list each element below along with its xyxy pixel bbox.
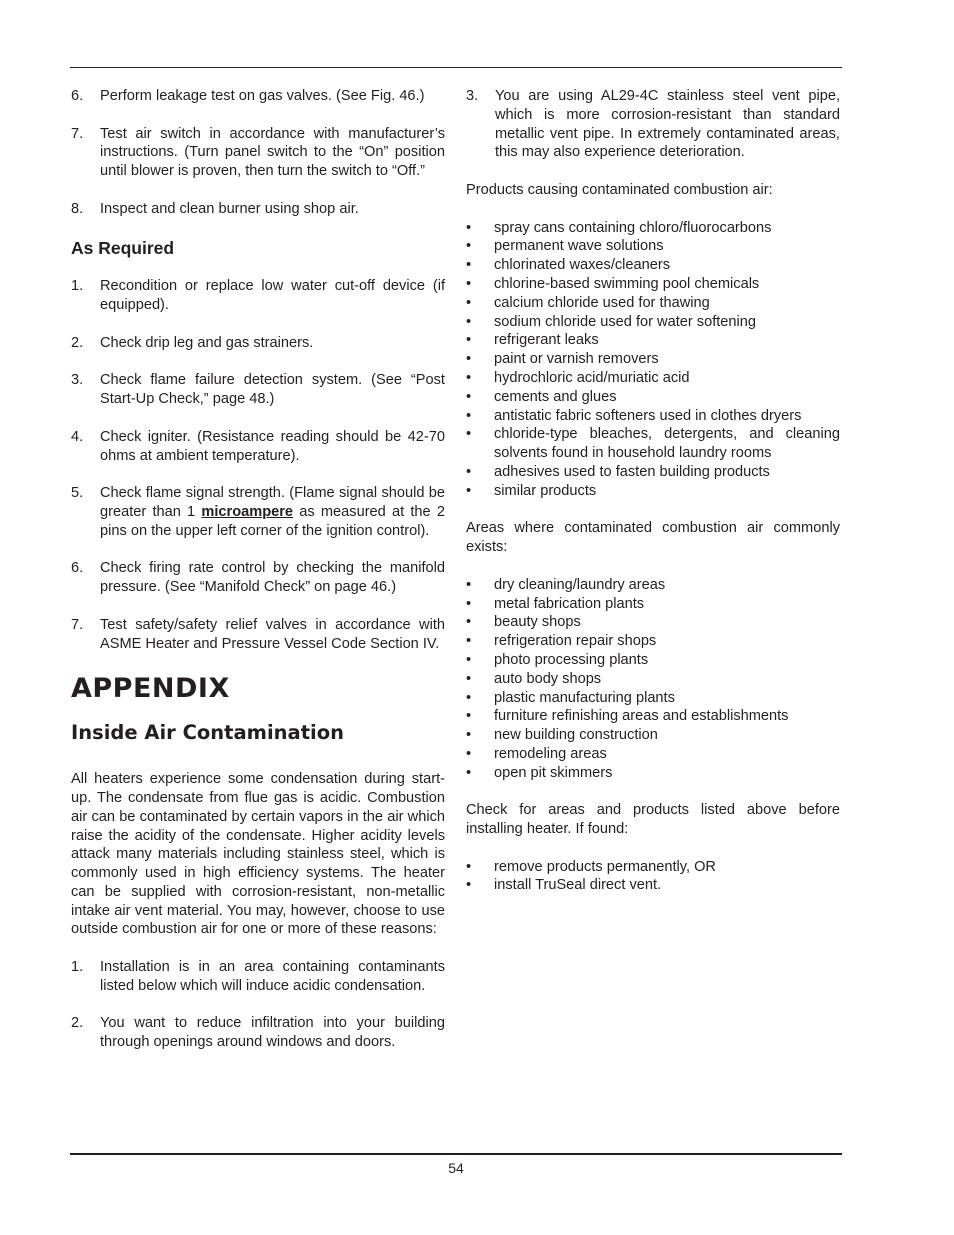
list-item: [71, 1014, 445, 1052]
bullet-icon: •: [466, 219, 472, 236]
bullet-icon: •: [466, 745, 472, 762]
intro-paragraph: All heaters experience some condensation during start-up. The condensate from flue gas is acidic. Combustion air can be contaminated by certain vapors in the air which raise the acidity of the condensate. Higher acidity levels attack many materials including stainless steel, which is commonly used in high efficiency systems. The heater can be supplied with corrosion-resistant, non-metallic intake air vent material. You may, however, choose to use outside combustion air for one or more of these reasons:: [71, 771, 445, 938]
areas-list: [466, 576, 840, 783]
bullet-icon: •: [466, 877, 472, 894]
bullet-text: spray cans containing chloro/fluorocarbons: [494, 219, 772, 236]
list-item: [71, 428, 445, 466]
products-intro: Products causing contaminated combustion air:: [466, 181, 773, 198]
bullet-text: chlorine-based swimming pool chemicals: [494, 275, 760, 292]
bullet-item: [466, 369, 840, 388]
list-item: [71, 371, 445, 409]
bullet-icon: •: [466, 858, 472, 875]
bullet-item: [466, 313, 840, 332]
as-required-heading: As Required: [71, 238, 175, 259]
bullet-item: [466, 764, 840, 783]
item-number: 6.: [71, 88, 84, 104]
list-item: [71, 484, 445, 540]
bullet-text: remove products permanently, OR: [494, 858, 716, 875]
bullet-text: chlorinated waxes/cleaners: [494, 257, 671, 274]
bullet-item: [466, 707, 840, 726]
bullet-icon: •: [466, 369, 472, 386]
page-number: 54: [448, 1160, 464, 1176]
item-number: 8.: [71, 200, 84, 217]
bullet-item: [466, 670, 840, 689]
bullet-text: plastic manufacturing plants: [494, 689, 675, 706]
item-text: Check flame signal strength. (Flame signal should be greater than 1: [100, 485, 445, 520]
item-text: Check igniter. (Resistance reading should be 42-70 ohms at ambient temperature).: [100, 428, 445, 464]
bullet-text: hydrochloric acid/muriatic acid: [494, 369, 690, 386]
item-number: 1.: [71, 278, 84, 295]
bullet-text: paint or varnish removers: [494, 351, 659, 368]
item-text: Test safety/safety relief valves in accordance with ASME Heater and Pressure Vessel Code Section IV.: [100, 616, 445, 652]
bullet-text: cements and glues: [494, 388, 617, 405]
bullet-icon: •: [466, 463, 472, 480]
item-number: 5.: [71, 485, 84, 502]
as-required-list: [71, 277, 445, 653]
bullet-text: calcium chloride used for thawing: [494, 294, 710, 311]
item-number: 2.: [71, 1015, 84, 1032]
bullet-text: adhesives used to fasten building products: [494, 463, 770, 480]
bullet-text: dry cleaning/laundry areas: [494, 576, 666, 593]
bullet-icon: •: [466, 727, 472, 744]
bullet-text: sodium chloride used for water softening: [494, 313, 757, 330]
item-text: You want to reduce infiltration into your building through openings around windows and doors.: [100, 1015, 445, 1051]
top-rule: [70, 67, 842, 68]
item-number: 1.: [71, 959, 84, 976]
areas-intro: Areas where contaminated combustion air commonly exists:: [466, 520, 840, 556]
bullet-icon: •: [466, 651, 472, 668]
item-text: Perform leakage test on gas valves. (See Fig. 46.): [100, 88, 425, 104]
bullet-item: [466, 294, 840, 313]
bullet-item: [466, 331, 840, 350]
bullet-item: [466, 576, 840, 595]
bullet-icon: •: [466, 689, 472, 706]
item-number: 7.: [71, 125, 84, 142]
bullet-item: [466, 595, 840, 614]
bullet-icon: •: [466, 294, 472, 311]
actions-list: [466, 858, 840, 896]
bullet-text: furniture refinishing areas and establishments: [494, 708, 789, 725]
item-text: Check flame failure detection system. (See “Post Start-Up Check,” page 48.): [100, 372, 445, 408]
bullet-item: [466, 689, 840, 708]
bullet-text: metal fabrication plants: [494, 595, 645, 612]
bullet-item: [466, 237, 840, 256]
bullet-icon: •: [466, 482, 472, 499]
bullet-text: photo processing plants: [494, 651, 649, 668]
item-text: as measured at the 2 pins on the upper left corner of the ignition control).: [100, 503, 445, 539]
item-text: Check firing rate control by checking the manifold pressure. (See “Manifold Check” on page 46.): [100, 560, 445, 596]
item-text: Installation is in an area containing contaminants listed below which will induce acidic condensation.: [100, 959, 445, 994]
bullet-item: [466, 388, 840, 407]
bullet-text: open pit skimmers: [494, 764, 613, 781]
bullet-text: permanent wave solutions: [494, 238, 664, 255]
reasons-list: [71, 958, 445, 1052]
bullet-icon: •: [466, 332, 472, 349]
item-number: 3.: [71, 372, 84, 389]
item-number: 2.: [71, 334, 84, 351]
list-item: [71, 334, 445, 353]
bullet-item: [466, 745, 840, 764]
bullet-icon: •: [466, 257, 472, 274]
bullet-text: beauty shops: [494, 614, 581, 631]
item-number: 6.: [71, 560, 84, 577]
bullet-item: [466, 275, 840, 294]
list-item: [71, 958, 445, 996]
bullet-icon: •: [466, 275, 472, 292]
bullet-item: [466, 256, 840, 275]
bullet-icon: •: [466, 388, 472, 405]
item-number: 7.: [71, 616, 84, 633]
bullet-text: chloride-type bleaches, detergents, and cleaning solvents found in household laundry rooms: [494, 426, 840, 462]
bullet-icon: •: [466, 313, 472, 330]
bullet-text: similar products: [494, 482, 597, 499]
bullet-icon: •: [466, 351, 472, 368]
bottom-rule: [70, 1153, 842, 1155]
bullet-icon: •: [466, 238, 472, 255]
bullet-text: auto body shops: [494, 670, 602, 687]
bullet-item: [466, 858, 840, 877]
check-intro: Check for areas and products listed above before installing heater. If found:: [466, 802, 840, 838]
maintenance-list-top: [71, 87, 445, 219]
bullet-icon: •: [466, 614, 472, 631]
bullet-text: refrigeration repair shops: [494, 633, 657, 650]
bullet-item: [466, 613, 840, 632]
bullet-item: [466, 651, 840, 670]
bullet-item: [466, 350, 840, 369]
bullet-item: [466, 482, 840, 501]
bullet-item: [466, 876, 840, 895]
right-column: [466, 87, 840, 914]
list-item: [71, 277, 445, 315]
list-item: [466, 87, 840, 162]
microampere-link[interactable]: microampere: [201, 503, 294, 520]
bullet-item: [466, 425, 840, 463]
bullet-item: [466, 407, 840, 426]
item-number: 4.: [71, 428, 84, 445]
bullet-icon: •: [466, 764, 472, 781]
item-text: Inspect and clean burner using shop air.: [100, 200, 359, 217]
list-item: [71, 87, 445, 106]
bullet-icon: •: [466, 576, 472, 593]
item-number: 3.: [466, 88, 479, 104]
item-text: Test air switch in accordance with manufacturer’s instructions. (Turn panel switch to the “On” position until blower is proven, then turn the switch to “Off.”: [100, 125, 445, 180]
list-item: [71, 200, 445, 219]
section-title: Inside Air Contamination: [71, 721, 344, 745]
bullet-icon: •: [466, 595, 472, 612]
bullet-text: refrigerant leaks: [494, 332, 599, 349]
list-item: [71, 616, 445, 654]
list-item: [71, 559, 445, 597]
bullet-item: [466, 219, 840, 238]
bullet-text: install TruSeal direct vent.: [494, 877, 662, 894]
bullet-text: new building construction: [494, 727, 658, 744]
bullet-icon: •: [466, 670, 472, 687]
item-text: Recondition or replace low water cut-off device (if equipped).: [100, 278, 445, 314]
bullet-item: [466, 726, 840, 745]
products-list: [466, 219, 840, 501]
bullet-icon: •: [466, 708, 472, 725]
item-text: You are using AL29-4C stainless steel vent pipe, which is more corrosion-resistant than standard metallic vent pipe. In extremely contaminated areas, this may also experience deterioration.: [495, 88, 840, 161]
bullet-item: [466, 463, 840, 482]
bullet-icon: •: [466, 633, 472, 650]
appendix-title: APPENDIX: [71, 673, 230, 705]
bullet-icon: •: [466, 407, 472, 424]
item-text: Check drip leg and gas strainers.: [100, 334, 314, 351]
bullet-icon: •: [466, 426, 472, 443]
left-column: [71, 87, 445, 1071]
bullet-text: antistatic fabric softeners used in clothes dryers: [494, 407, 802, 424]
bullet-text: remodeling areas: [494, 745, 607, 762]
bullet-item: [466, 632, 840, 651]
list-item: [71, 125, 445, 181]
